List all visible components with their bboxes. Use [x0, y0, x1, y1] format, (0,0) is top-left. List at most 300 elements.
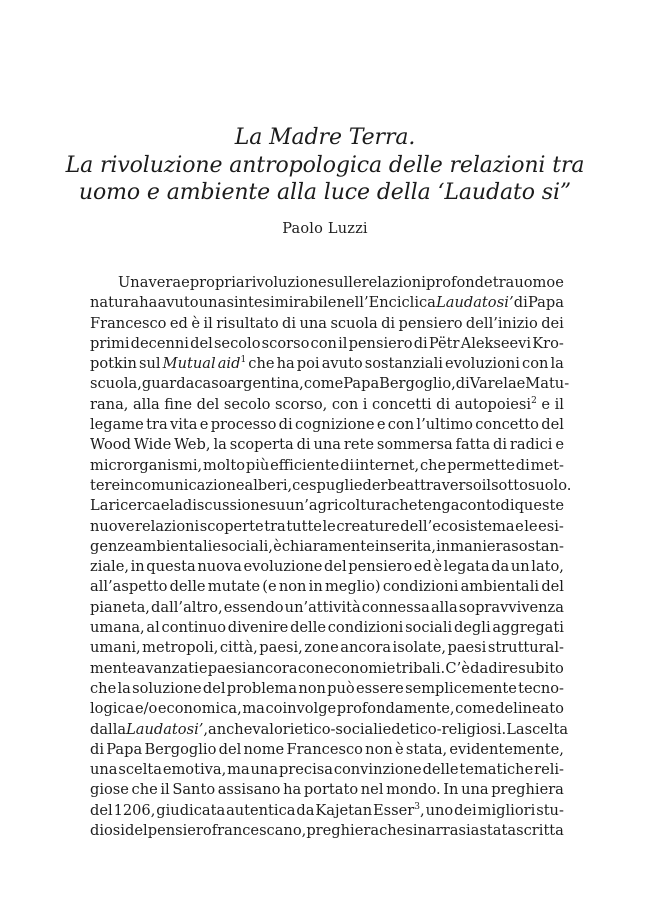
- word-segment: le: [524, 517, 538, 535]
- text-line: [90, 699, 564, 719]
- text-line: [90, 374, 570, 394]
- word-segment: dalla: [90, 720, 127, 738]
- word: [372, 476, 406, 496]
- word: [518, 679, 564, 699]
- word-segment: Francesco: [90, 314, 167, 332]
- word-segment: potkin: [90, 355, 137, 373]
- word-segment: concetto: [475, 416, 539, 434]
- word-segment: la: [550, 355, 564, 373]
- word: [531, 557, 564, 577]
- word-segment: tribali.: [395, 659, 446, 677]
- word-segment: pianeta,: [90, 598, 150, 616]
- word: [372, 395, 432, 415]
- word: [311, 334, 337, 354]
- word: [454, 618, 491, 638]
- word-segment: ma: [227, 761, 250, 779]
- word: [381, 314, 395, 334]
- word: [325, 577, 381, 597]
- word: [506, 720, 524, 740]
- word: [90, 659, 136, 679]
- text-line: [90, 638, 564, 658]
- word: [518, 659, 564, 679]
- word-segment: Esser: [373, 801, 415, 819]
- word-segment: La: [90, 497, 109, 515]
- word-segment: Santo: [172, 781, 216, 799]
- word: [275, 293, 337, 313]
- word-segment: al: [146, 619, 160, 637]
- word-segment: ha: [283, 781, 302, 799]
- word: [377, 435, 453, 455]
- word: [495, 699, 564, 719]
- word: [248, 354, 274, 374]
- word: [445, 659, 469, 679]
- word: [90, 415, 144, 435]
- word-segment: Kajetan: [315, 801, 373, 819]
- word: [324, 557, 347, 577]
- word: [90, 577, 167, 597]
- word-segment: alla: [132, 395, 160, 413]
- word-segment: attraverso: [405, 476, 482, 494]
- word-segment: in: [120, 476, 135, 494]
- word: [551, 354, 564, 374]
- word: [417, 496, 459, 516]
- word: [304, 638, 339, 658]
- word: [534, 760, 564, 780]
- word: [538, 517, 564, 537]
- word: [418, 821, 459, 841]
- word-segment: queste: [514, 497, 564, 515]
- word: [114, 801, 156, 821]
- word: [429, 334, 460, 354]
- word: [200, 415, 209, 435]
- word: [399, 314, 463, 334]
- italic-title: aid: [217, 355, 241, 373]
- word-segment: Matu-: [525, 375, 570, 393]
- word-segment: che: [131, 781, 158, 799]
- word-segment: da: [491, 558, 510, 576]
- word-segment: di: [282, 314, 297, 332]
- word-segment: francescano,: [211, 822, 307, 840]
- word-segment: da: [470, 659, 489, 677]
- word: [470, 659, 488, 679]
- text-line: [90, 334, 564, 354]
- italic-title: Laudato: [126, 720, 187, 738]
- word: [106, 740, 142, 760]
- text-line: [90, 557, 564, 577]
- word: [90, 293, 139, 313]
- word: [340, 638, 391, 658]
- word: [375, 537, 436, 557]
- word: [264, 517, 286, 537]
- word: [90, 821, 125, 841]
- word-segment: Wide: [133, 436, 172, 454]
- word: [160, 780, 169, 800]
- word: [516, 821, 564, 841]
- word-segment: è: [395, 740, 404, 758]
- word: [279, 415, 293, 435]
- word-segment: ed: [169, 314, 188, 332]
- word: [170, 314, 188, 334]
- word: [362, 598, 430, 618]
- word: [292, 476, 354, 496]
- word-segment: evidentemente,: [449, 740, 564, 758]
- word-segment: che: [379, 822, 406, 840]
- word-segment: con: [387, 416, 415, 434]
- text-line: [90, 679, 564, 699]
- word: [203, 679, 226, 699]
- word: [183, 496, 269, 516]
- word: [170, 577, 206, 597]
- word-segment: con: [297, 659, 325, 677]
- word: [406, 740, 447, 760]
- word-segment: ha: [139, 294, 158, 312]
- word-segment: del: [324, 558, 347, 576]
- word: [219, 740, 242, 760]
- word: [354, 476, 372, 496]
- text-line: [90, 354, 564, 374]
- word: [400, 517, 514, 537]
- word-segment: città,: [219, 639, 258, 657]
- word: [203, 314, 212, 334]
- text-line: [90, 517, 564, 537]
- word: [405, 476, 481, 496]
- word-segment: uno: [425, 801, 454, 819]
- word-segment: tra: [264, 517, 286, 535]
- word-segment: esi-: [538, 517, 564, 535]
- word: [228, 618, 289, 638]
- word-segment: fine: [164, 395, 193, 413]
- word-segment: scoperta: [229, 436, 294, 454]
- word-segment: su: [268, 497, 286, 515]
- word-segment: tutte: [286, 517, 322, 535]
- word: [134, 435, 171, 455]
- word: [362, 273, 426, 293]
- word: [363, 395, 368, 415]
- word: [203, 456, 245, 476]
- word-segment: ha: [276, 355, 295, 373]
- word: [226, 293, 274, 313]
- word-segment: di: [278, 416, 293, 434]
- word: [118, 273, 148, 293]
- word: [191, 314, 200, 334]
- word-segment: economie: [324, 659, 396, 677]
- word: [444, 557, 490, 577]
- word: [243, 557, 322, 577]
- word-segment: stu-: [536, 801, 564, 819]
- word-segment: del: [541, 578, 564, 596]
- word: [306, 821, 379, 841]
- word: [459, 821, 480, 841]
- text-line: [90, 577, 564, 597]
- word: [449, 740, 563, 760]
- word-segment: emotiva,: [162, 761, 227, 779]
- word-segment: e: [181, 274, 190, 291]
- word: [156, 801, 225, 821]
- word: [135, 699, 157, 719]
- word-segment: lato,: [531, 558, 564, 576]
- word: [294, 720, 382, 740]
- word: [90, 435, 131, 455]
- word-segment: e: [555, 436, 564, 454]
- word-segment: come: [455, 700, 495, 718]
- word-segment: genze: [90, 537, 134, 555]
- word: [414, 334, 428, 354]
- word-segment: stata: [479, 822, 517, 840]
- word: [454, 801, 477, 821]
- word-segment: convinzione: [333, 761, 422, 779]
- word-segment: legame: [90, 416, 144, 434]
- word: [337, 293, 436, 313]
- word-segment: non: [298, 679, 326, 697]
- word: [488, 638, 564, 658]
- word: [436, 537, 450, 557]
- italic-title: Mutual: [162, 355, 216, 373]
- word-segment: che: [248, 355, 275, 373]
- word-segment: questa: [146, 558, 196, 576]
- word-segment: umani,: [90, 639, 141, 657]
- word-segment: ambientali: [133, 537, 213, 555]
- word-segment: dei: [454, 801, 477, 819]
- word-segment: e/o: [134, 700, 158, 718]
- word-segment: sopravvivenza: [458, 598, 564, 616]
- word-segment: dall’altro,: [151, 598, 223, 616]
- word: [386, 780, 441, 800]
- word-segment: dire: [488, 659, 519, 677]
- word-segment: maniera: [450, 537, 512, 555]
- word-segment: un’attività: [284, 598, 361, 616]
- word-segment: e: [541, 395, 551, 413]
- word-segment: (e: [262, 578, 277, 596]
- word: [282, 314, 296, 334]
- word: [388, 415, 414, 435]
- word-segment: internet,: [355, 456, 420, 474]
- word-segment: avuto: [157, 294, 199, 312]
- word: [479, 821, 516, 841]
- word: [522, 354, 548, 374]
- word-segment: nome: [243, 740, 285, 758]
- word-segment: alla: [430, 598, 458, 616]
- word: [383, 577, 459, 597]
- word-segment: logica: [90, 700, 135, 718]
- word-segment: ma: [242, 700, 265, 718]
- word: [247, 659, 298, 679]
- word-segment: che: [391, 497, 418, 515]
- text-line: [90, 496, 564, 516]
- word: [497, 293, 514, 313]
- word-segment: avuto: [321, 355, 363, 373]
- word: [330, 314, 377, 334]
- word: [515, 496, 564, 516]
- word: [197, 395, 220, 415]
- word-segment: è: [191, 314, 200, 332]
- word: [515, 517, 524, 537]
- word: [270, 456, 339, 476]
- word: [146, 415, 168, 435]
- word-segment: evoluzioni: [445, 355, 520, 373]
- word-segment: fatta: [455, 436, 491, 454]
- word-segment: aggregati: [492, 619, 564, 637]
- word-segment: valori: [252, 720, 295, 738]
- word-segment: erbe: [371, 476, 406, 494]
- word: [279, 760, 333, 780]
- word-segment: rana,: [90, 395, 129, 413]
- word: [120, 476, 134, 496]
- word: [273, 537, 282, 557]
- word-segment: nuova: [197, 558, 242, 576]
- word: [524, 517, 537, 537]
- text-line: [90, 435, 564, 455]
- word-segment: delle: [422, 761, 459, 779]
- word: [461, 334, 531, 354]
- word: [216, 314, 278, 334]
- word-segment: stata,: [405, 740, 448, 758]
- word-segment: di: [340, 456, 355, 474]
- text-line: [90, 395, 564, 415]
- word-segment: Francesco: [286, 740, 363, 758]
- word-segment: da: [296, 801, 315, 819]
- word-segment: pensiero: [348, 334, 413, 352]
- word: [332, 395, 358, 415]
- word: [491, 557, 509, 577]
- text-line: [90, 598, 564, 618]
- word-segment: concetti: [372, 395, 432, 413]
- word: [491, 476, 571, 496]
- word-segment: tematiche: [459, 761, 534, 779]
- word-segment: tecno-: [518, 679, 564, 697]
- word: [90, 780, 129, 800]
- word: [461, 780, 489, 800]
- italic-title: Laudato: [436, 294, 497, 312]
- title-line-1: La Madre Terra.: [234, 125, 416, 150]
- word: [131, 557, 145, 577]
- word-segment: il: [481, 476, 492, 494]
- word-segment: argentina,: [227, 375, 304, 393]
- word-segment: alberi,: [244, 476, 293, 494]
- word: [493, 273, 515, 293]
- word-segment: dell’inizio: [465, 314, 538, 332]
- word: [541, 395, 550, 415]
- word-segment: e: [516, 375, 526, 393]
- word-segment: scoperte: [199, 517, 264, 535]
- word-segment: che: [419, 456, 447, 474]
- word-segment: C’è: [445, 659, 470, 677]
- word-segment: scorso,: [274, 395, 328, 413]
- word-segment: del: [202, 679, 226, 697]
- word-segment: natura: [90, 294, 140, 312]
- word-segment: Kro-: [532, 334, 564, 352]
- word-segment: isolate,: [392, 639, 446, 657]
- word: [338, 334, 347, 354]
- word: [90, 354, 137, 374]
- word: [172, 780, 215, 800]
- word: [295, 415, 375, 435]
- word: [324, 659, 395, 679]
- word: [226, 801, 295, 821]
- word-segment: metropoli,: [142, 639, 219, 657]
- word: [391, 496, 417, 516]
- word: [135, 517, 199, 537]
- word: [90, 557, 129, 577]
- word-segment: Una: [118, 274, 149, 291]
- word-segment: una: [313, 436, 341, 454]
- word-segment: problema: [226, 679, 298, 697]
- word: [466, 314, 538, 334]
- word: [327, 273, 362, 293]
- word: [285, 598, 361, 618]
- word: [348, 557, 412, 577]
- word-segment: mutate: [207, 578, 261, 596]
- word: [139, 354, 161, 374]
- word: [174, 435, 210, 455]
- word: [133, 395, 160, 415]
- word-segment: paesi,: [259, 639, 303, 657]
- word-segment: tenga: [417, 497, 460, 515]
- word-segment: le: [322, 517, 336, 535]
- word: [501, 496, 515, 516]
- word: [90, 395, 128, 415]
- word-segment: divenire: [227, 619, 289, 637]
- footnote-marker: 1: [240, 355, 247, 366]
- word-segment: continuo: [161, 619, 227, 637]
- word: [365, 354, 443, 374]
- word: [199, 293, 227, 313]
- word-segment: del: [196, 395, 220, 413]
- word-segment: nell’Enciclica: [336, 294, 436, 312]
- word: [90, 374, 142, 394]
- word: [334, 760, 422, 780]
- word: [90, 699, 134, 719]
- word: [108, 496, 160, 516]
- word-segment: condizioni: [382, 578, 459, 596]
- word-segment: come: [303, 375, 344, 393]
- word: [125, 821, 148, 841]
- word: [218, 354, 246, 374]
- word-segment: scuola,: [90, 375, 142, 393]
- text-line: [90, 456, 564, 476]
- word: [461, 577, 539, 597]
- word-segment: mirabile: [274, 294, 337, 312]
- word: [220, 638, 258, 658]
- word-segment: molto: [203, 456, 245, 474]
- word: [528, 293, 564, 313]
- word-segment: del: [125, 822, 148, 840]
- word: [265, 699, 336, 719]
- word-segment: migliori: [477, 801, 536, 819]
- word-segment: Bergoglio: [144, 740, 217, 758]
- word-segment: e: [376, 416, 386, 434]
- word-segment: scuola: [330, 314, 378, 332]
- word-segment: sottosuolo.: [491, 476, 572, 494]
- text-line: [90, 720, 569, 740]
- word-segment: secolo: [223, 395, 271, 413]
- word: [455, 699, 494, 719]
- word: [279, 577, 307, 597]
- word-segment: una: [299, 314, 327, 332]
- word: [340, 456, 354, 476]
- word: [511, 537, 564, 557]
- word: [541, 314, 564, 334]
- word-segment: ,: [420, 801, 425, 819]
- word: [405, 618, 452, 638]
- word: [126, 720, 186, 740]
- word: [541, 577, 564, 597]
- word-segment: cespugli: [292, 476, 354, 494]
- word: [365, 740, 393, 760]
- word-segment: ,: [203, 720, 209, 738]
- word: [393, 638, 446, 658]
- word-segment: all’aspetto: [90, 578, 168, 596]
- word: [286, 517, 322, 537]
